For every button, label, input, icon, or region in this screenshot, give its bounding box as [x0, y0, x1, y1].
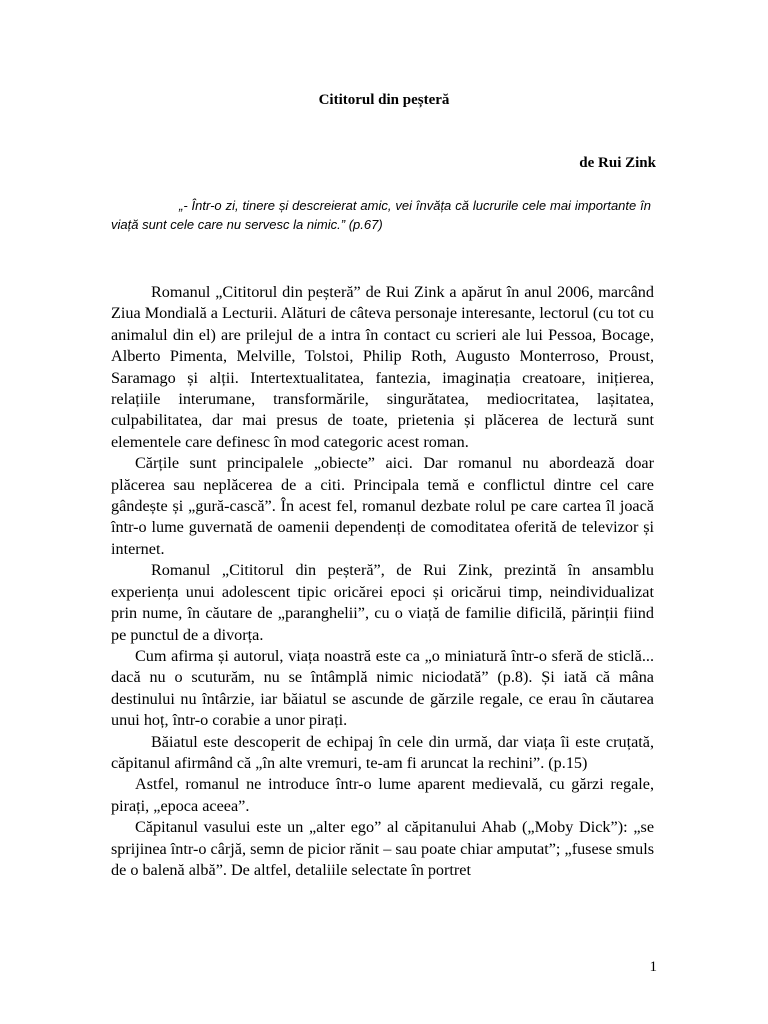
paragraph-6: Astfel, romanul ne introduce într-o lume aparent medievală, cu gărzi regale, pirați, „epoca aceea”.	[111, 775, 654, 815]
paragraph-3: Romanul „Cititorul din peșteră”, de Rui Zink, prezintă în ansamblu experiența unui adolescent tipic oricărei epoci și oricărui timp, neindividualizat prin nume, în căutare de „paranghelii”, cu o viață de familie dificilă, părinții fiind pe punctul de a divorța.	[111, 561, 654, 644]
body-text	[111, 282, 654, 881]
author-line: de Rui Zink	[579, 155, 656, 171]
paragraph-4: Cum afirma și autorul, viața noastră este ca „o miniatură într-o sferă de sticlă... dacă nu o scuturăm, nu se întâmplă nimic niciodată” (p.8). Și iată că mâna destinului nu întârzie, iar băiatul se ascunde de gărzile regale, ce erau în căutarea unui hoț, într-o corabie a unor pirați.	[111, 646, 654, 730]
paragraph-7: Căpitanul vasului este un „alter ego” al căpitanului Ahab („Moby Dick”): „se sprijinea într-o cârjă, semn de picior rănit – sau poate chiar amputat”; „fusese smuls de o balenă albă”. De altfel, detaliile selectate în portret	[111, 818, 654, 879]
paragraph-1: Romanul „Cititorul din peșteră” de Rui Zink a apărut în anul 2006, marcând Ziua Mondială a Lecturii. Alături de câteva personaje interesante, lectorul (cu tot cu animalul din el) are prilejul de a intra în contact cu scrieri ale lui Pessoa, Bocage, Alberto Pimenta, Melville, Tolstoi, Philip Roth, Augusto Monterroso, Proust, Saramago și alții. Intertextualitatea, fantezia, imaginația creatoare, inițierea, relațiile interumane, transformările, singurătatea, mediocritatea, lașitatea, culpabilitatea, dar mai presus de toate, prietenia și plăcerea de lectură sunt elementele care definesc în mod categoric acest roman.	[111, 283, 654, 451]
paragraph-5: Băiatul este descoperit de echipaj în cele din urmă, dar viața îi este cruțată, căpitanul afirmând că „în alte vremuri, te-am fi aruncat la rechini”. (p.15)	[111, 732, 654, 772]
paragraph-2: Cărțile sunt principalele „obiecte” aici. Dar romanul nu abordează doar plăcerea sau neplăcerea de a citi. Principala temă e conflictul dintre cel care gândește și „gură-cască”. În acest fel, romanul dezbate rolul pe care cartea îl joacă într-o lume guvernată de oamenii dependenți de comoditatea oferită de televizor și internet.	[111, 454, 654, 558]
page-number: 1	[649, 959, 657, 975]
epigraph-quote: „- Într-o zi, tinere și descreierat amic, vei învăța că lucrurile cele mai importante în viață sunt cele care nu servesc la nimic.” (p.67)	[111, 198, 651, 232]
document-title: Cititorul din peșteră	[318, 92, 450, 108]
